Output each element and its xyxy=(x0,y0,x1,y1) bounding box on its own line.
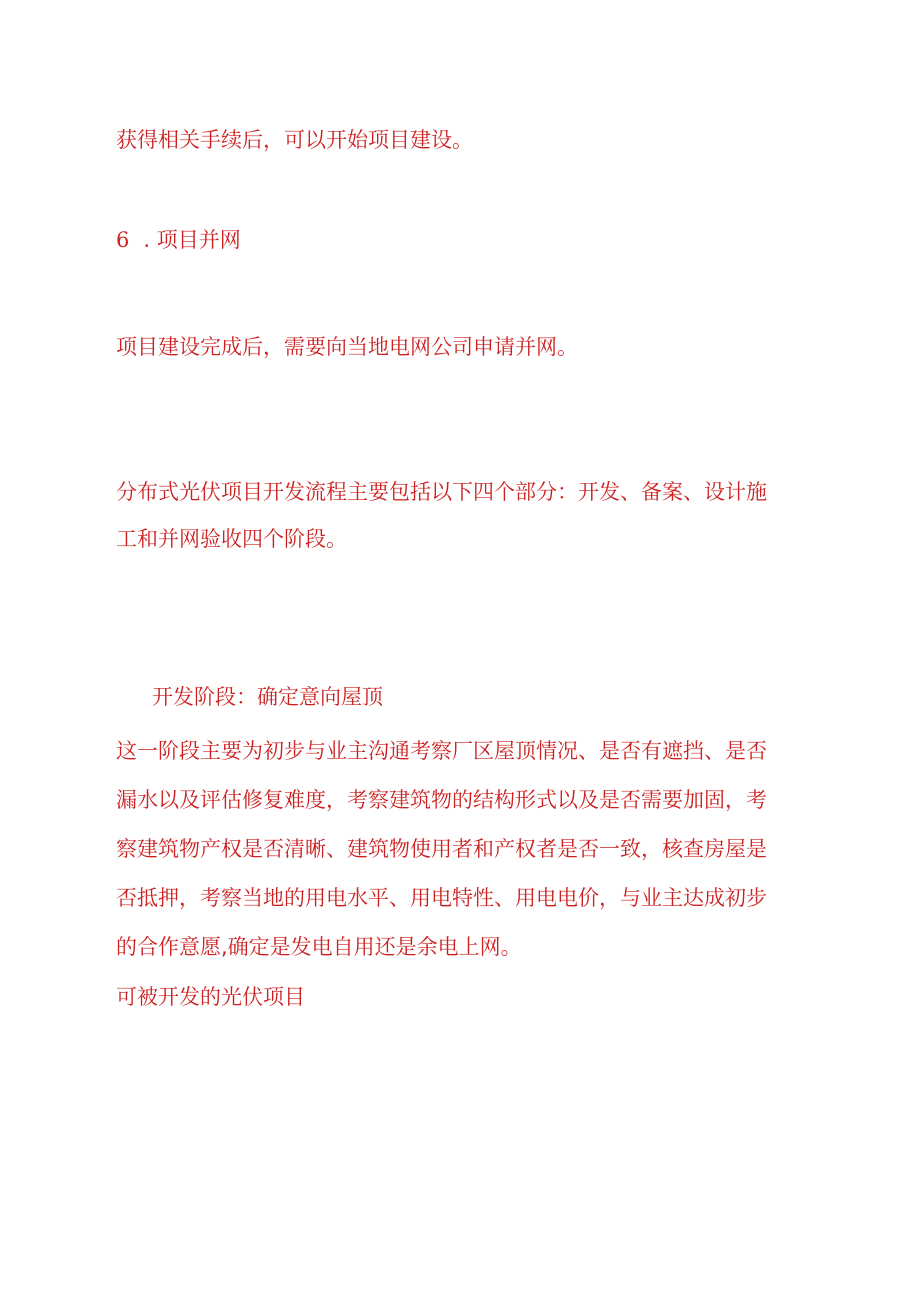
section-title: . 项目并网 xyxy=(143,228,241,252)
section-heading-grid-connection xyxy=(116,226,241,254)
paragraph-process-overview-line-1: 分布式光伏项目开发流程主要包括以下四个部分：开发、备案、设计施 xyxy=(116,480,767,504)
paragraph-development-line-2: 漏水以及评估修复难度，考察建筑物的结构形式以及是否需要加固，考 xyxy=(116,788,767,812)
paragraph-construction-start: 获得相关手续后，可以开始项目建设。 xyxy=(116,128,473,152)
paragraph-grid-application: 项目建设完成后，需要向当地电网公司申请并网。 xyxy=(116,335,578,359)
paragraph-development-line-5: 的合作意愿,确定是发电自用还是余电上网。 xyxy=(116,935,522,959)
paragraph-development-line-1: 这一阶段主要为初步与业主沟通考察厂区屋顶情况、是否有遮挡、是否 xyxy=(116,739,767,763)
paragraph-development-line-4: 否抵押，考察当地的用电水平、用电特性、用电电价，与业主达成初步 xyxy=(116,886,767,910)
subheading-development-stage: 开发阶段：确定意向屋顶 xyxy=(152,685,383,709)
paragraph-development-line-3: 察建筑物产权是否清晰、建筑物使用者和产权者是否一致，核查房屋是 xyxy=(116,837,767,861)
paragraph-process-overview-line-2: 工和并网验收四个阶段。 xyxy=(116,527,347,551)
section-number: 6 xyxy=(116,228,130,252)
paragraph-developable-projects: 可被开发的光伏项目 xyxy=(116,985,305,1009)
